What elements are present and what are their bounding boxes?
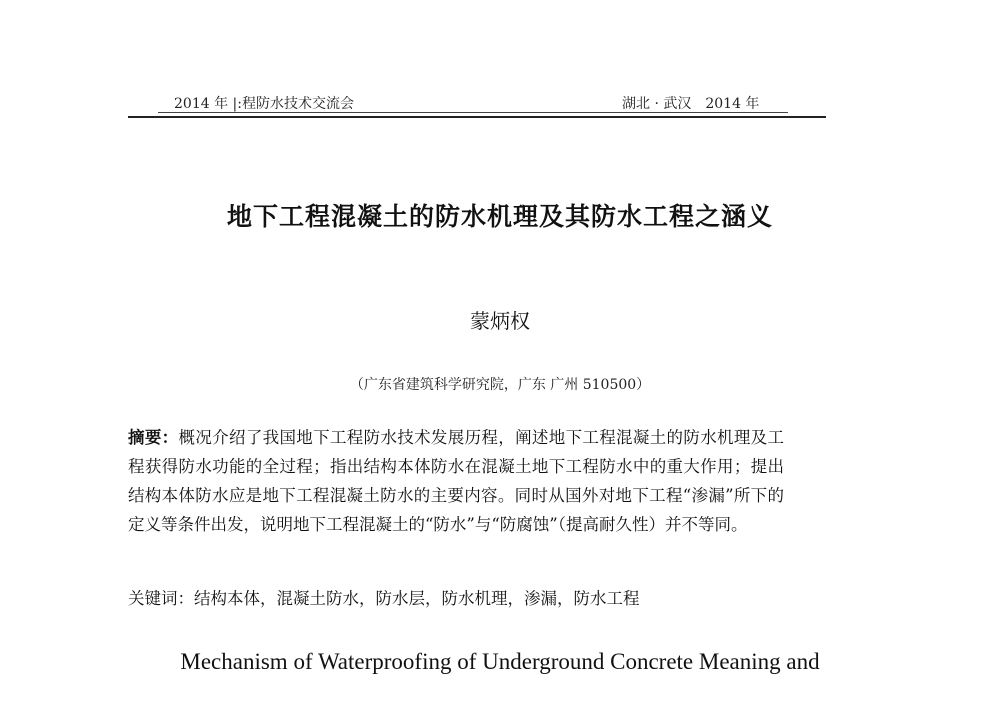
paper-author: 蒙炳权 bbox=[470, 309, 530, 333]
abstract-text: 概况介绍了我国地下工程防水技术发展历程，阐述地下工程混凝土的防水机理及工程获得防水功能的全过程；指出结构本体防水在混凝土地下工程防水中的重大作用；提出结构本体防水应是地下工程混凝土防水的主要内容。同时从国外对地下工程“渗漏”所下的定义等条件出发，说明地下工程混凝土的“防水”与“防腐蚀”（提高耐久性）并不等同。 bbox=[128, 428, 785, 534]
keywords-label: 关键词： bbox=[128, 589, 194, 608]
running-header-left: 2014 年 |:程防水技术交流会 bbox=[174, 96, 354, 112]
paper-affiliation: （广东省建筑科学研究院，广东 广州 510500） bbox=[349, 377, 651, 393]
abstract bbox=[128, 423, 784, 539]
keywords bbox=[128, 584, 808, 613]
header-rule-thin bbox=[158, 112, 788, 113]
abstract-label: 摘要： bbox=[128, 428, 179, 447]
paper-title: 地下工程混凝土的防水机理及其防水工程之涵义 bbox=[226, 202, 773, 231]
header-rule-thick bbox=[128, 116, 826, 118]
running-header-right: 湖北 · 武汉 2014 年 bbox=[622, 96, 760, 112]
keywords-text: 结构本体，混凝土防水，防水层，防水机理，渗漏，防水工程 bbox=[194, 589, 640, 608]
english-title: Mechanism of Waterproofing of Underground Concrete Meaning and bbox=[180, 649, 820, 674]
